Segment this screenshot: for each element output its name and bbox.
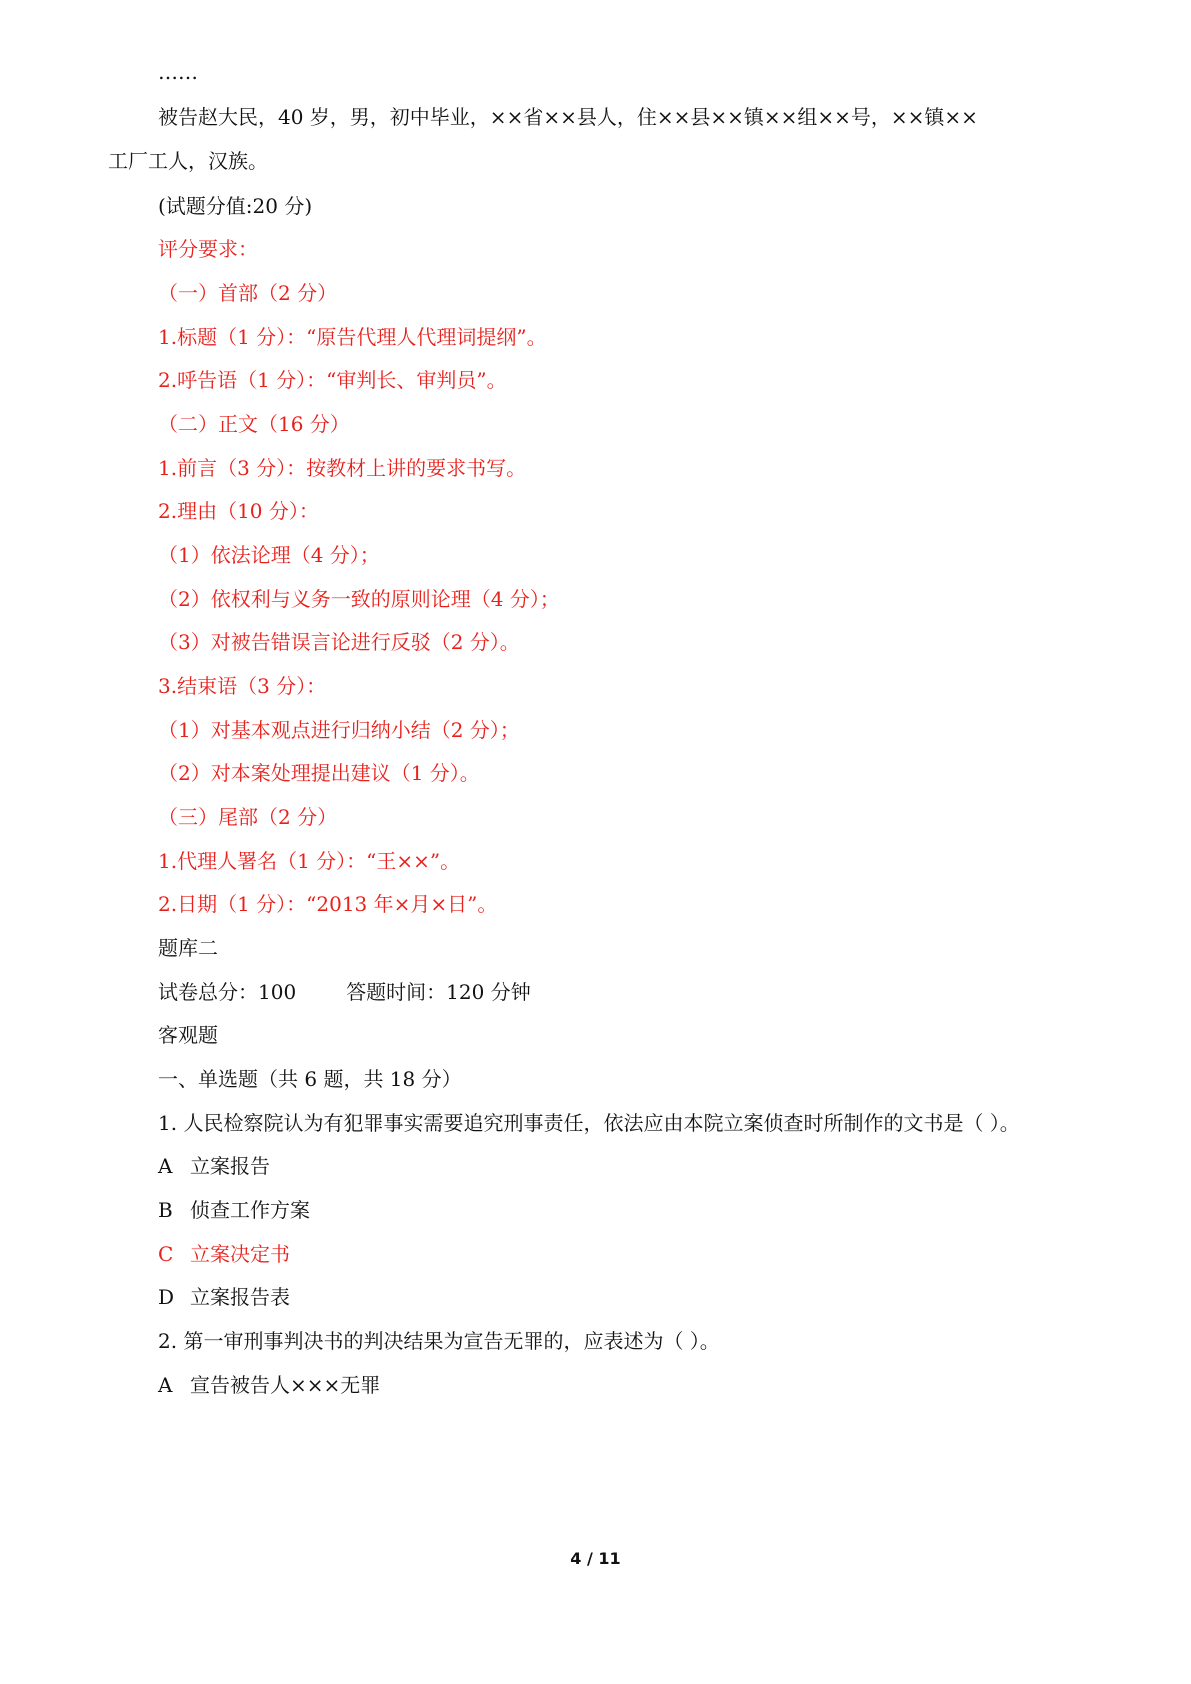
scoring-closing-1: （1）对基本观点进行归纳小结（2 分）；: [158, 718, 520, 742]
exam-time: 答题时间：120 分钟: [346, 980, 531, 1004]
scoring-head-section: （一）首部（2 分）: [158, 281, 338, 305]
ellipsis: ……: [158, 60, 198, 84]
question-score-value: (试题分值:20 分): [158, 194, 313, 218]
page-number: 4 / 11: [570, 1549, 621, 1568]
option-letter: B: [158, 1198, 173, 1222]
exam-info: [158, 978, 531, 1006]
scoring-title: 评分要求：: [158, 237, 258, 261]
scoring-tail-section: （三）尾部（2 分）: [158, 805, 338, 829]
option-letter: A: [158, 1373, 173, 1397]
objective-section-title: 客观题: [158, 1023, 218, 1047]
exam-total-score: 试卷总分：100: [158, 980, 297, 1004]
option-letter: D: [158, 1285, 175, 1309]
question-1-stem: 1. 人民检察院认为有犯罪事实需要追究刑事责任，依法应由本院立案侦查时所制作的文书是（ ）。: [158, 1111, 1020, 1135]
defendant-info-line-1: 被告赵大民，40 岁，男，初中毕业，××省××县人，住××县××镇××组××号，××镇××: [158, 105, 978, 129]
option-text: 立案报告: [190, 1154, 270, 1178]
scoring-head-item-1: 1.标题（1 分）：“原告代理人代理词提纲”。: [158, 325, 547, 349]
question-1-option-c-correct: [158, 1240, 290, 1268]
scoring-body-item-1: 1.前言（3 分）：按教材上讲的要求书写。: [158, 456, 527, 480]
scoring-reason-3: （3）对被告错误言论进行反驳（2 分）。: [158, 630, 520, 654]
scoring-closing-2: （2）对本案处理提出建议（1 分）。: [158, 761, 480, 785]
option-text: 立案报告表: [190, 1285, 290, 1309]
question-2-stem: 2. 第一审刑事判决书的判决结果为宣告无罪的，应表述为（ ）。: [158, 1329, 720, 1353]
scoring-tail-item-2: 2.日期（1 分）：“2013 年×月×日”。: [158, 892, 498, 916]
question-2-option-a: [158, 1371, 380, 1399]
option-text: 宣告被告人×××无罪: [190, 1373, 381, 1397]
question-1-option-b: [158, 1196, 310, 1224]
option-letter: A: [158, 1154, 173, 1178]
option-letter: C: [158, 1242, 174, 1266]
option-text: 侦查工作方案: [190, 1198, 310, 1222]
scoring-reason-1: （1）依法论理（4 分）；: [158, 543, 380, 567]
scoring-tail-item-1: 1.代理人署名（1 分）：“王××”。: [158, 849, 461, 873]
question-1-option-a: [158, 1152, 270, 1180]
scoring-body-item-3: 3.结束语（3 分）：: [158, 674, 327, 698]
option-text: 立案决定书: [190, 1242, 290, 1266]
scoring-reason-2: （2）依权利与义务一致的原则论理（4 分）；: [158, 587, 560, 611]
scoring-body-section: （二）正文（16 分）: [158, 412, 350, 436]
single-choice-title: 一、单选题（共 6 题，共 18 分）: [158, 1067, 462, 1091]
scoring-body-item-2: 2.理由（10 分）：: [158, 499, 319, 523]
scoring-head-item-2: 2.呼告语（1 分）：“审判长、审判员”。: [158, 368, 507, 392]
defendant-info-line-2: 工厂工人，汉族。: [108, 149, 268, 173]
question-bank-title: 题库二: [158, 936, 218, 960]
question-1-option-d: [158, 1283, 290, 1311]
